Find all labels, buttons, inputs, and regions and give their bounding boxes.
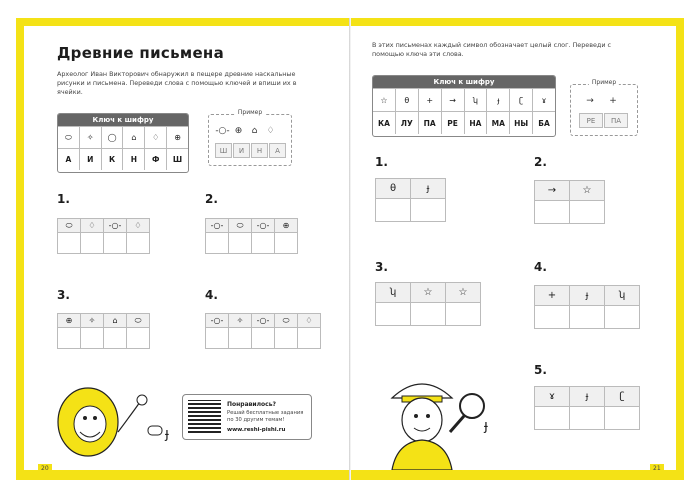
- answer-cell[interactable]: [80, 328, 103, 349]
- key-symbol: →: [441, 88, 464, 111]
- answer-cell[interactable]: [274, 233, 298, 254]
- task-symbol: +: [534, 285, 569, 306]
- answer-cell[interactable]: [251, 328, 274, 349]
- task-symbol: θ: [375, 178, 410, 199]
- task-2-grid: [205, 218, 298, 254]
- intro-text: Археолог Иван Викторович обнаружил в пещере древние наскальные рисунки и письмена. Переведи слова с помощью ключей и впиши их в ячейки.: [57, 70, 297, 96]
- svg-text:ɟ: ɟ: [165, 426, 169, 442]
- key-symbol: +: [418, 88, 441, 111]
- task-symbol: ⬭: [126, 313, 150, 328]
- task-number: 3.: [375, 260, 388, 274]
- task-symbol: ⊕: [274, 218, 298, 233]
- book-spine: [349, 18, 351, 480]
- page-number: 20: [38, 464, 52, 473]
- key-symbol: ⬭: [58, 126, 79, 148]
- task-number: 2.: [534, 155, 547, 169]
- key-letter: Ф: [144, 148, 166, 170]
- answer-cell[interactable]: [375, 303, 410, 326]
- key-symbol: θ: [395, 88, 418, 111]
- task-symbol: ✧: [80, 313, 103, 328]
- key-syllable: КА: [373, 111, 395, 134]
- archaeologist-illustration: [372, 368, 512, 470]
- key-symbol: ɟ: [486, 88, 509, 111]
- key-syllable: МА: [486, 111, 509, 134]
- task-number: 5.: [534, 363, 547, 377]
- qr-code[interactable]: [188, 400, 221, 433]
- example-box-right: [570, 79, 638, 136]
- example-answer: И: [233, 143, 250, 158]
- task-r1-grid: [375, 178, 446, 222]
- key-syllable: НА: [464, 111, 487, 134]
- example-label: Пример: [235, 109, 265, 116]
- task-symbol: ɟ: [410, 178, 446, 199]
- answer-cell[interactable]: [103, 233, 126, 254]
- example-box-left: [208, 109, 292, 166]
- task-symbol: ⬭: [274, 313, 297, 328]
- key-letter: Н: [122, 148, 144, 170]
- answer-cell[interactable]: [410, 303, 445, 326]
- answer-cell[interactable]: [604, 306, 640, 329]
- key-syllable: ЛУ: [395, 111, 418, 134]
- key-symbol: ✧: [79, 126, 101, 148]
- qr-title: Понравилось?: [227, 401, 276, 408]
- key-letter: А: [58, 148, 79, 170]
- task-number: 1.: [57, 192, 70, 206]
- key-symbol: ʗ: [509, 88, 532, 111]
- task-symbol: ⬭: [228, 218, 251, 233]
- task-number: 4.: [205, 288, 218, 302]
- answer-cell[interactable]: [251, 233, 274, 254]
- task-symbol: ⊕: [57, 313, 80, 328]
- answer-cell[interactable]: [126, 328, 150, 349]
- example-answer: РЕ: [579, 113, 603, 128]
- key-syllable: БА: [532, 111, 555, 134]
- answer-cell[interactable]: [604, 407, 640, 430]
- task-symbol: ʗ: [604, 386, 640, 407]
- task-number: 2.: [205, 192, 218, 206]
- key-syllable: НЫ: [509, 111, 532, 134]
- key-syllable: ПА: [418, 111, 441, 134]
- example-symbol: ⊕: [231, 124, 246, 137]
- key-letter: К: [101, 148, 123, 170]
- answer-cell[interactable]: [569, 306, 604, 329]
- task-symbol: ♢: [80, 218, 103, 233]
- task-number: 4.: [534, 260, 547, 274]
- answer-cell[interactable]: [228, 233, 251, 254]
- task-symbol: ɟ: [569, 285, 604, 306]
- task-r4-grid: [534, 285, 640, 329]
- example-answer: А: [269, 143, 286, 158]
- example-label: Пример: [589, 79, 619, 86]
- task-1-grid: [57, 218, 150, 254]
- example-symbol: -○-: [215, 125, 230, 136]
- answer-cell[interactable]: [534, 407, 569, 430]
- cipher-key-right: [372, 75, 556, 137]
- example-answer: Ш: [215, 143, 232, 158]
- task-symbol: ☆: [569, 180, 605, 201]
- task-4-grid: [205, 313, 321, 349]
- task-symbol: ♢: [297, 313, 321, 328]
- task-symbol: ☆: [410, 282, 445, 303]
- answer-cell[interactable]: [297, 328, 321, 349]
- task-symbol: -○-: [251, 218, 274, 233]
- answer-cell[interactable]: [57, 328, 80, 349]
- example-symbol: +: [602, 94, 624, 107]
- task-symbol: -○-: [251, 313, 274, 328]
- key-symbol: ♢: [144, 126, 166, 148]
- answer-cell[interactable]: [534, 201, 569, 224]
- page-title: Древние письмена: [57, 44, 225, 62]
- key-symbol: ⌂: [122, 126, 144, 148]
- task-symbol: -○-: [205, 218, 228, 233]
- answer-cell[interactable]: [80, 233, 103, 254]
- task-3-grid: [57, 313, 150, 349]
- task-number: 3.: [57, 288, 70, 302]
- key-symbol: ⊕: [166, 126, 188, 148]
- task-symbol: →: [534, 180, 569, 201]
- answer-cell[interactable]: [103, 328, 126, 349]
- key-letter: Ш: [166, 148, 188, 170]
- example-answer: ПА: [604, 113, 628, 128]
- answer-cell[interactable]: [228, 328, 251, 349]
- answer-cell[interactable]: [569, 201, 605, 224]
- example-symbol: →: [579, 94, 601, 107]
- task-symbol: -○-: [103, 218, 126, 233]
- task-r3-grid: [375, 282, 481, 326]
- answer-cell[interactable]: [205, 233, 228, 254]
- cipher-key-header: Ключ к шифру: [58, 114, 188, 126]
- cipher-key-left: [57, 113, 189, 173]
- caveman-illustration: [50, 372, 180, 462]
- key-syllable: РЕ: [441, 111, 464, 134]
- key-symbol: ☆: [373, 88, 395, 111]
- svg-text:ɟ: ɟ: [484, 418, 488, 434]
- task-symbol: -○-: [205, 313, 228, 328]
- qr-text: Решай бесплатные задания по 30 другим темам!: [227, 410, 304, 423]
- task-number: 1.: [375, 155, 388, 169]
- task-symbol: ☆: [445, 282, 481, 303]
- answer-cell[interactable]: [205, 328, 228, 349]
- answer-cell[interactable]: [274, 328, 297, 349]
- task-symbol: ɟ: [569, 386, 604, 407]
- task-symbol: ɤ: [534, 386, 569, 407]
- cipher-key-header: Ключ к шифру: [373, 76, 555, 88]
- task-symbol: ⌂: [103, 313, 126, 328]
- answer-cell[interactable]: [126, 233, 150, 254]
- task-r5-grid: [534, 386, 640, 430]
- task-symbol: ♢: [126, 218, 150, 233]
- qr-url[interactable]: www.reshi-pishi.ru: [227, 427, 286, 433]
- answer-cell[interactable]: [445, 303, 481, 326]
- key-letter: И: [79, 148, 101, 170]
- qr-promo-box[interactable]: [182, 394, 312, 440]
- page-number: 21: [650, 464, 664, 473]
- key-symbol: ɤ: [532, 88, 555, 111]
- example-answer: Н: [251, 143, 268, 158]
- answer-cell[interactable]: [569, 407, 604, 430]
- answer-cell[interactable]: [534, 306, 569, 329]
- task-r2-grid: [534, 180, 605, 224]
- task-symbol: ⬭: [57, 218, 80, 233]
- key-symbol: ʮ: [464, 88, 487, 111]
- task-symbol: ʮ: [375, 282, 410, 303]
- answer-cell[interactable]: [410, 199, 446, 222]
- example-symbol: ♢: [263, 124, 278, 137]
- key-symbol: ◯: [101, 126, 123, 148]
- task-symbol: ʮ: [604, 285, 640, 306]
- answer-cell[interactable]: [375, 199, 410, 222]
- task-symbol: ✧: [228, 313, 251, 328]
- answer-cell[interactable]: [57, 233, 80, 254]
- intro-text-right: В этих письменах каждый символ обозначает целый слог. Переведи с помощью ключа эти слова.: [372, 41, 612, 58]
- example-symbol: ⌂: [247, 124, 262, 137]
